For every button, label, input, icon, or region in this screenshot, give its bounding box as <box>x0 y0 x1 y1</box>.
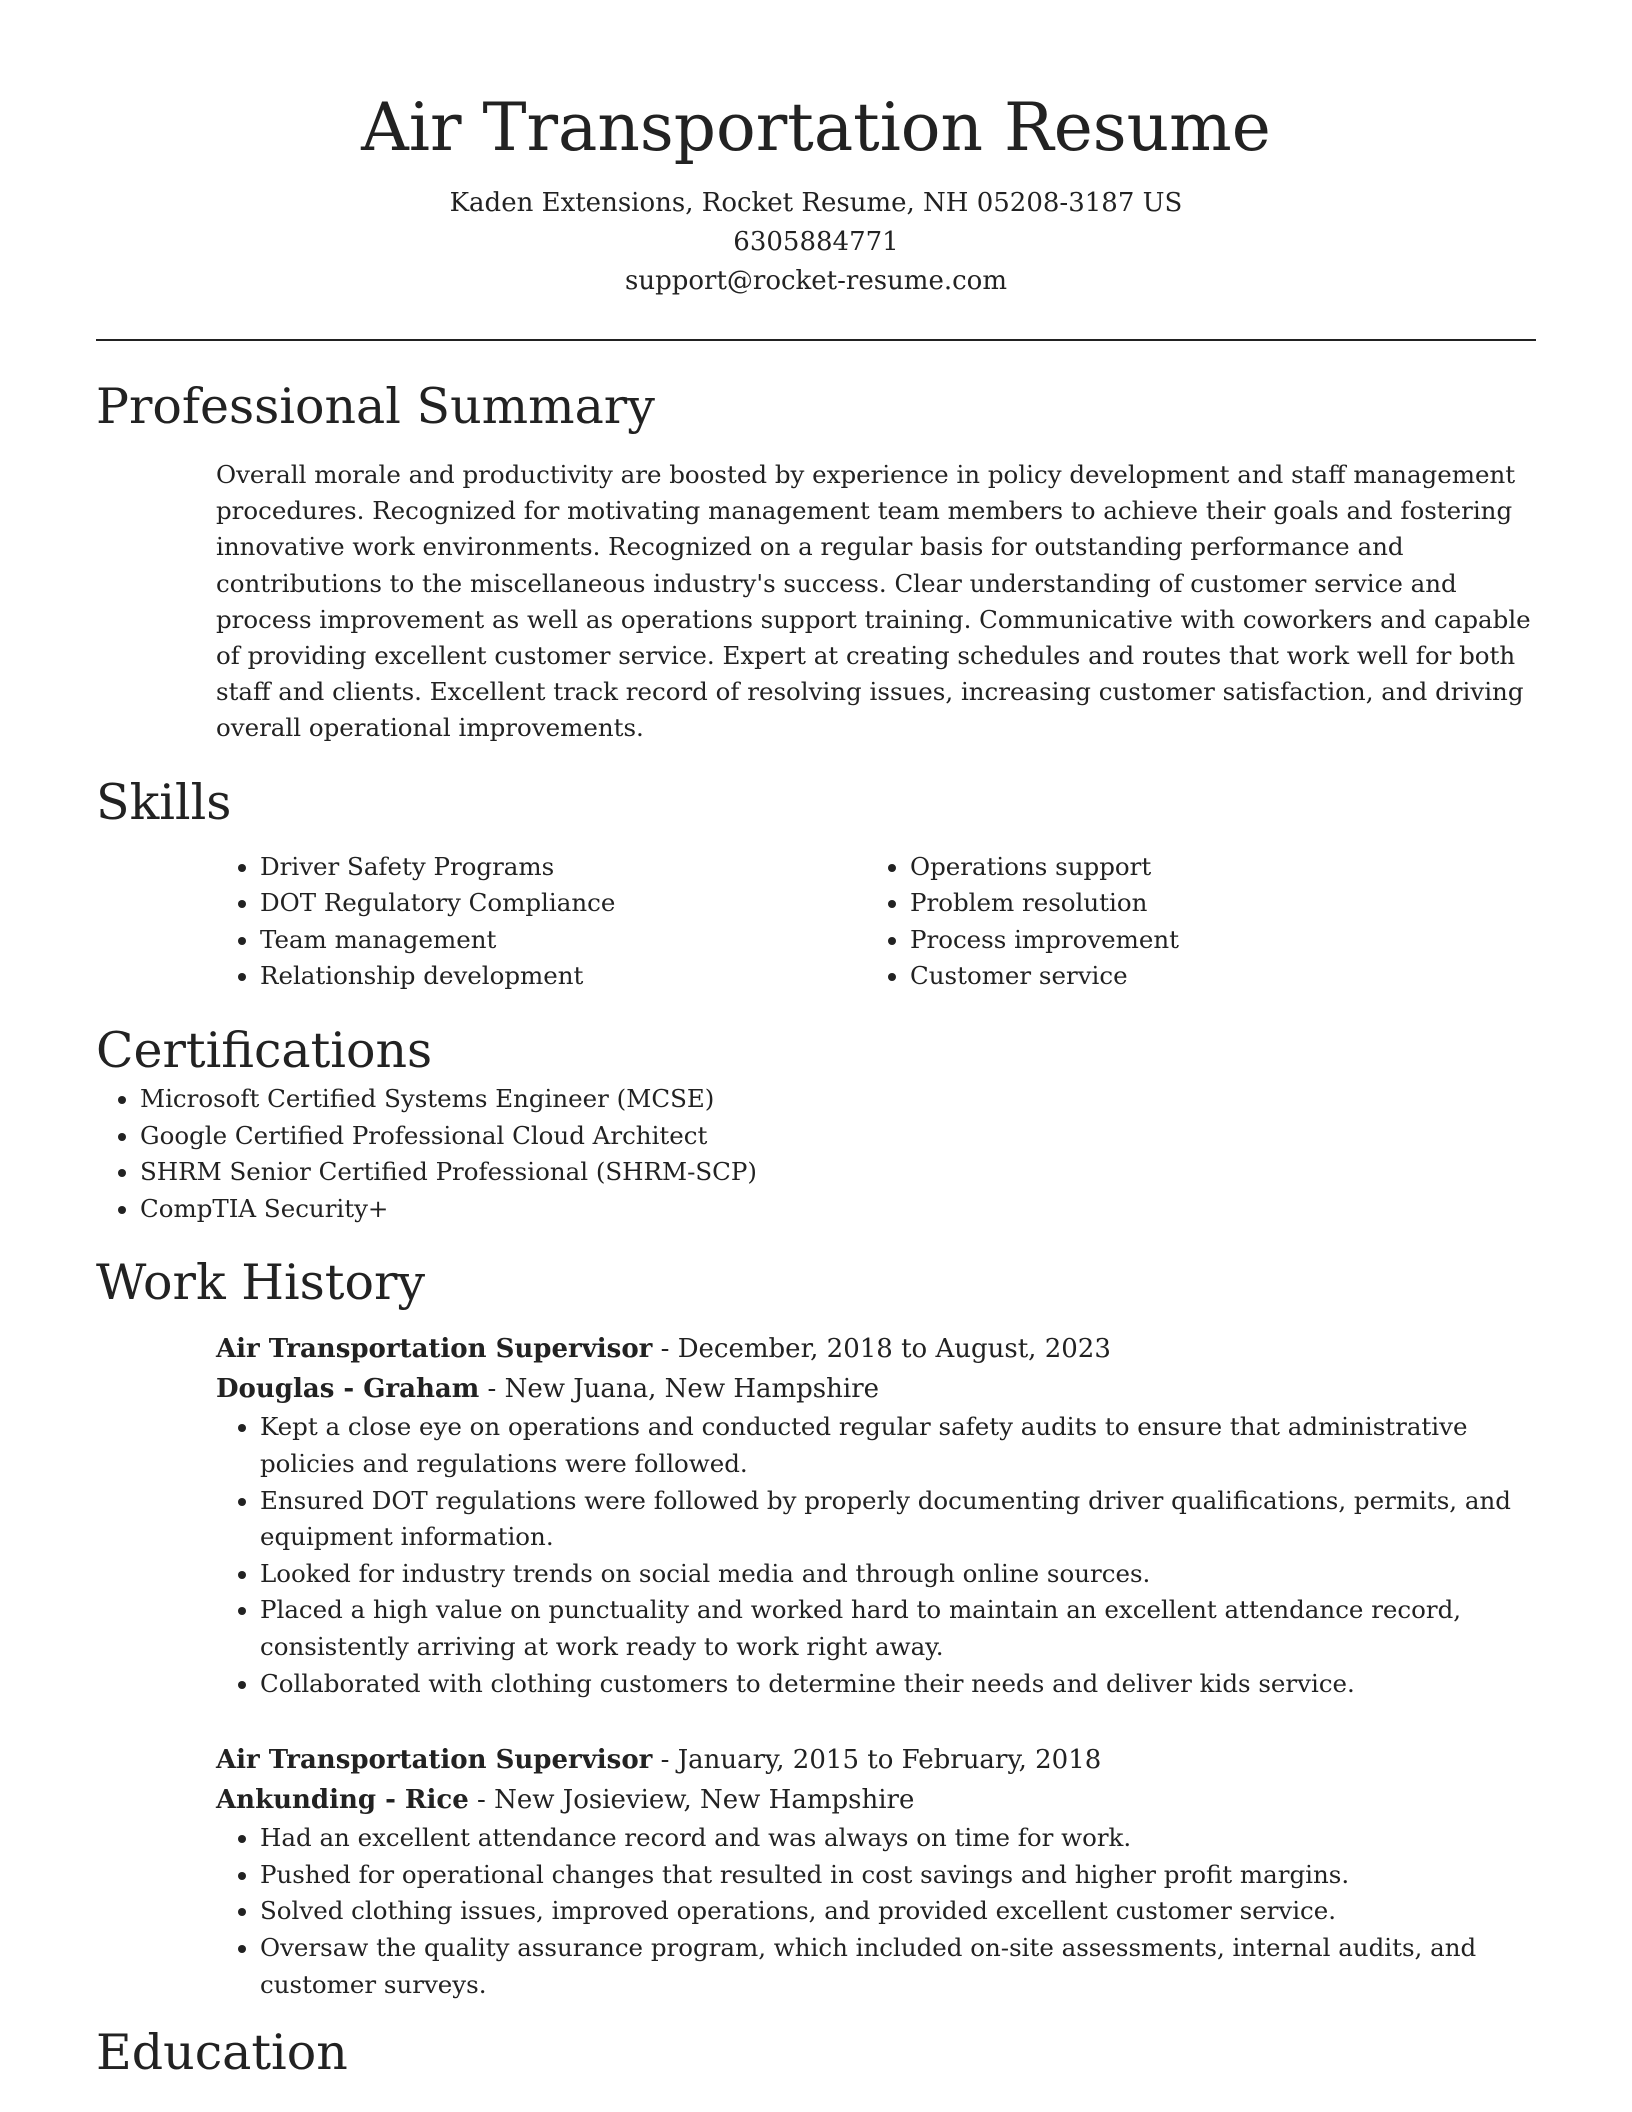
job-dates: January, 2015 to February, 2018 <box>677 1745 1102 1776</box>
job-company-line <box>216 1780 1536 1820</box>
job-location: New Juana, New Hampshire <box>504 1374 880 1405</box>
list-item: • Operations support <box>910 849 1516 886</box>
job-role: Air Transportation Supervisor <box>216 1745 653 1776</box>
job-entry <box>216 1329 1536 1702</box>
section-heading-skills: Skills <box>96 773 232 831</box>
list-item: • SHRM Senior Certified Professional (SHRM-SCP) <box>140 1154 1536 1191</box>
skills-grid <box>216 849 1536 995</box>
list-item: • Ensured DOT regulations were followed by properly documenting driver qualifications, permits, and equipment information. <box>260 1483 1536 1556</box>
job-separator: - <box>468 1785 495 1816</box>
job-location: New Josieview, New Hampshire <box>494 1785 915 1816</box>
list-item: • Driver Safety Programs <box>260 849 866 886</box>
list-item: • Oversaw the quality assurance program, which included on-site assessments, internal audits, and customer surveys. <box>260 1930 1536 2003</box>
resume-title: Air Transportation Resume <box>361 89 1271 166</box>
list-item: • Pushed for operational changes that resulted in cost savings and higher profit margins. <box>260 1857 1536 1894</box>
contact-email: support@rocket-resume.com <box>624 266 1007 296</box>
list-item: • Had an excellent attendance record and was always on time for work. <box>260 1820 1536 1857</box>
skills-list-right <box>866 849 1516 995</box>
list-item: • Process improvement <box>910 922 1516 959</box>
list-item: • Google Certified Professional Cloud Architect <box>140 1118 1536 1155</box>
job-duties-list <box>216 1820 1536 2003</box>
job-entry <box>216 1740 1536 2003</box>
skills-column-left <box>216 849 866 995</box>
list-item: • Problem resolution <box>910 885 1516 922</box>
list-item: • Team management <box>260 922 866 959</box>
professional-summary-section <box>96 377 1536 747</box>
section-heading-summary: Professional Summary <box>96 378 655 435</box>
job-separator: - <box>652 1334 678 1365</box>
job-title-line <box>216 1740 1536 1780</box>
job-company: Ankunding - Rice <box>216 1785 469 1816</box>
job-role: Air Transportation Supervisor <box>216 1334 653 1365</box>
contact-address: Kaden Extensions, Rocket Resume, NH 05208-3187 US <box>449 188 1183 218</box>
resume-page <box>96 0 1536 2083</box>
work-history-section <box>96 1253 1536 2003</box>
section-heading-certifications: Certifications <box>96 1022 433 1079</box>
skills-column-right <box>866 849 1516 995</box>
job-separator: - <box>479 1374 505 1405</box>
job-title-line <box>216 1329 1536 1369</box>
section-heading-work-history: Work History <box>96 1254 426 1312</box>
skills-list-left <box>216 849 866 995</box>
summary-text: Overall morale and productivity are boosted by experience in policy development and staff management procedures. Recognized for motivating management team members to achieve their goals and fostering innovative work environments. Recognized on a regular basis for outstanding performance and contributions to the miscellaneous industry's success. Clear understanding of customer service and process improvement as well as operations support training. Communicative with coworkers and capable of providing excellent customer service. Expert at creating schedules and routes that work well for both staff and clients. Excellent track record of resolving issues, increasing customer satisfaction, and driving overall operational improvements. <box>216 460 1531 743</box>
list-item: • Placed a high value on punctuality and worked hard to maintain an excellent attendance record, consistently arriving at work ready to work right away. <box>260 1592 1536 1665</box>
job-dates: December, 2018 to August, 2023 <box>677 1334 1111 1365</box>
list-item: • Kept a close eye on operations and conducted regular safety audits to ensure that administrative policies and regulations were followed. <box>260 1409 1536 1482</box>
section-heading-education: Education <box>96 2024 348 2082</box>
job-separator: - <box>652 1745 678 1776</box>
list-item: • DOT Regulatory Compliance <box>260 885 866 922</box>
certifications-list <box>96 1081 1536 1227</box>
job-company: Douglas - Graham <box>216 1374 480 1405</box>
certifications-section <box>96 1021 1536 1227</box>
list-item: • CompTIA Security+ <box>140 1191 1536 1228</box>
list-item: • Solved clothing issues, improved operations, and provided excellent customer service. <box>260 1893 1536 1930</box>
skills-section <box>96 773 1536 995</box>
list-item: • Microsoft Certified Systems Engineer (MCSE) <box>140 1081 1536 1118</box>
list-item: • Relationship development <box>260 958 866 995</box>
list-item: • Customer service <box>910 958 1516 995</box>
education-section <box>96 2023 1536 2083</box>
list-item: • Looked for industry trends on social media and through online sources. <box>260 1556 1536 1593</box>
list-item: • Collaborated with clothing customers to determine their needs and deliver kids service. <box>260 1666 1536 1703</box>
contact-phone: 6305884771 <box>733 227 899 257</box>
job-company-line <box>216 1369 1536 1409</box>
job-duties-list <box>216 1409 1536 1702</box>
header-divider <box>96 339 1536 341</box>
contact-block <box>96 184 1536 301</box>
